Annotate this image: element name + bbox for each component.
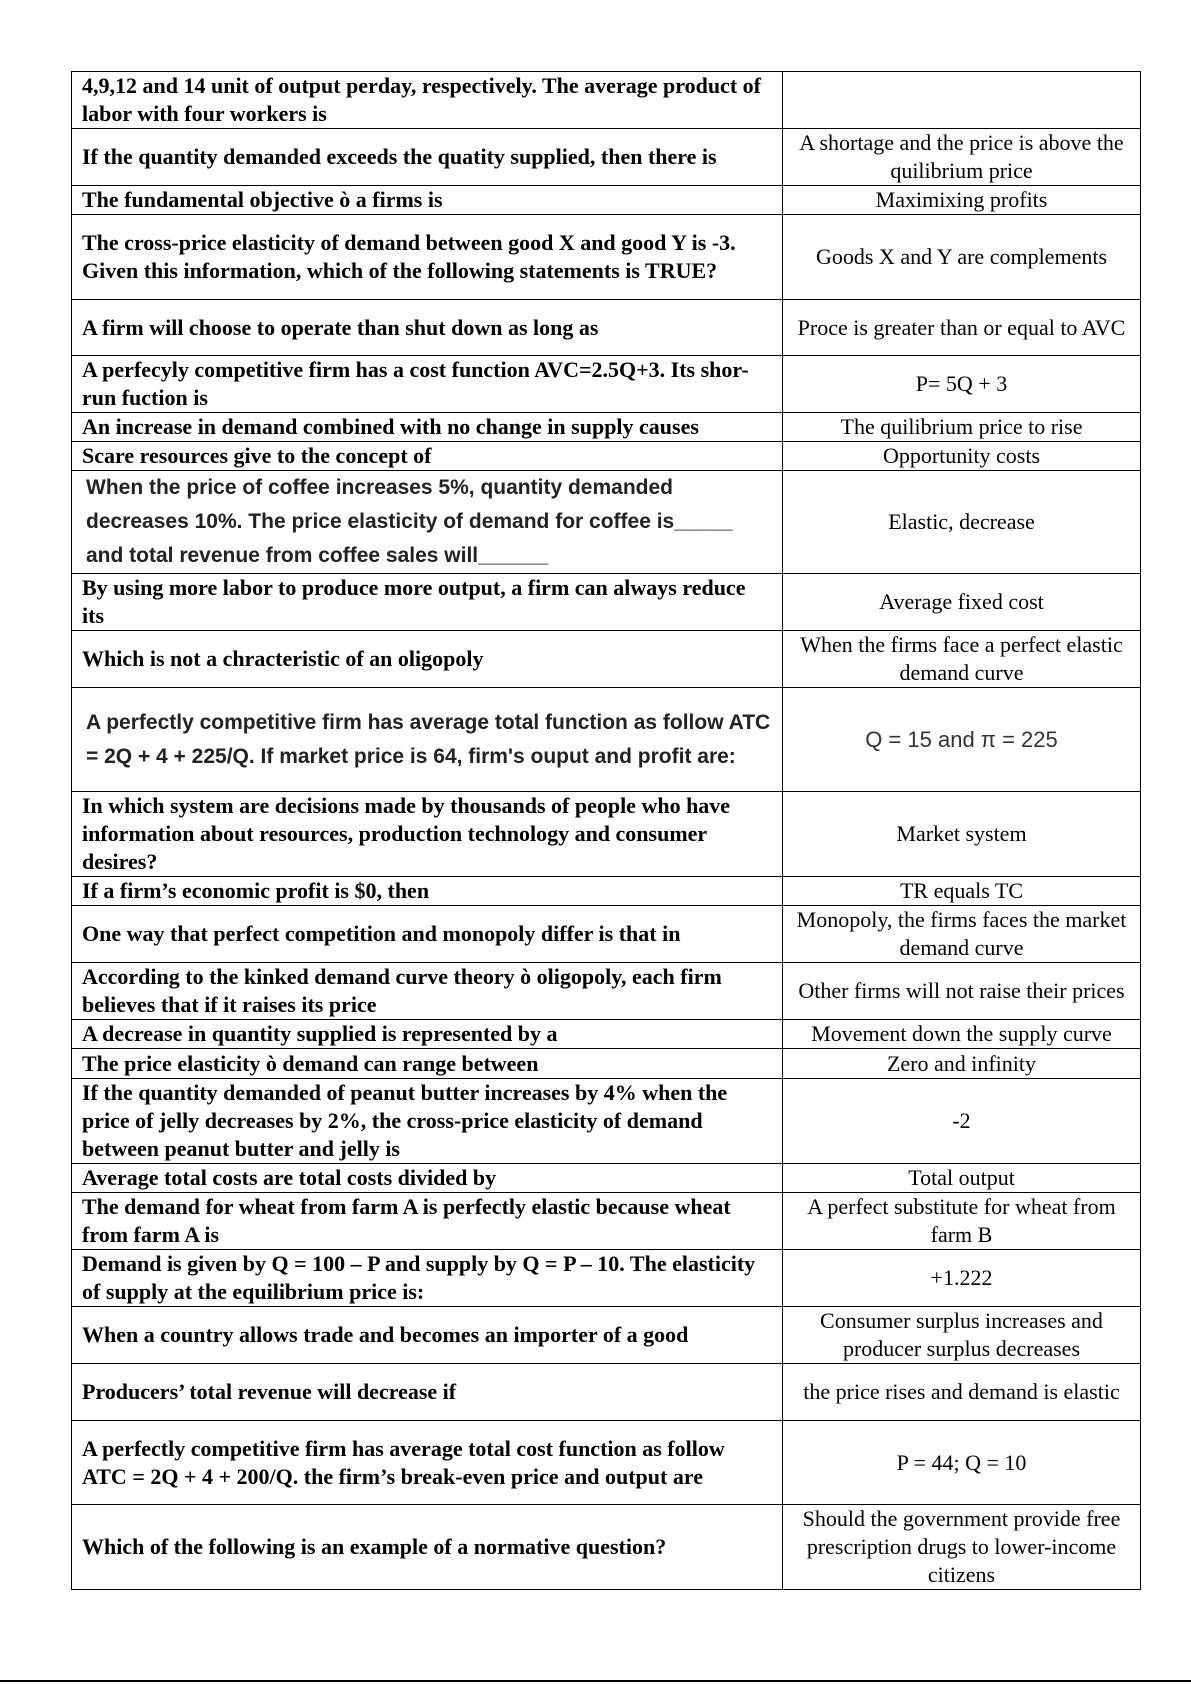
question-cell: The cross-price elasticity of demand between good X and good Y is -3. Given this information, which of the following statements is TRUE?: [72, 215, 783, 300]
table-row: [72, 1307, 1141, 1364]
answer-cell: A shortage and the price is above the quilibrium price: [783, 129, 1141, 186]
answer-cell: Movement down the supply curve: [783, 1020, 1141, 1049]
answer-cell: Monopoly, the firms faces the market demand curve: [783, 906, 1141, 963]
question-cell: The fundamental objective ò a firms is: [72, 186, 783, 215]
question-cell: Producers’ total revenue will decrease if: [72, 1364, 783, 1421]
question-cell: One way that perfect competition and monopoly differ is that in: [72, 906, 783, 963]
answer-cell: Market system: [783, 792, 1141, 877]
question-cell: If a firm’s economic profit is $0, then: [72, 877, 783, 906]
answer-cell: Q = 15 and π = 225: [783, 688, 1141, 792]
table-row: [72, 1250, 1141, 1307]
answer-cell: Proce is greater than or equal to AVC: [783, 300, 1141, 356]
answer-cell: Zero and infinity: [783, 1049, 1141, 1079]
table-row: [72, 1049, 1141, 1079]
table-row: [72, 356, 1141, 413]
question-cell: In which system are decisions made by thousands of people who have information about resources, production technology and consumer desires?: [72, 792, 783, 877]
table-row: [72, 574, 1141, 631]
table-row: [72, 1364, 1141, 1421]
table-row: [72, 906, 1141, 963]
answer-cell: Goods X and Y are complements: [783, 215, 1141, 300]
answer-cell: Total output: [783, 1164, 1141, 1193]
table-row: [72, 792, 1141, 877]
table-row: [72, 1421, 1141, 1505]
table-row: [72, 186, 1141, 215]
question-cell: A firm will choose to operate than shut down as long as: [72, 300, 783, 356]
question-cell: A perfectly competitive firm has average total function as follow ATC = 2Q + 4 + 225/Q. If market price is 64, firm's ouput and profit are:: [72, 688, 783, 792]
table-row: [72, 631, 1141, 688]
answer-cell: P= 5Q + 3: [783, 356, 1141, 413]
question-cell: A perfectly competitive firm has average total cost function as follow ATC = 2Q + 4 + 200/Q. the firm’s break-even price and output are: [72, 1421, 783, 1505]
question-cell: Demand is given by Q = 100 – P and supply by Q = P – 10. The elasticity of supply at the equilibrium price is:: [72, 1250, 783, 1307]
answer-cell: TR equals TC: [783, 877, 1141, 906]
question-cell: Average total costs are total costs divided by: [72, 1164, 783, 1193]
table-row: [72, 877, 1141, 906]
qa-table: [71, 71, 1141, 1590]
answer-cell: +1.222: [783, 1250, 1141, 1307]
answer-cell: [783, 72, 1141, 129]
table-row: [72, 1505, 1141, 1590]
question-cell: An increase in demand combined with no change in supply causes: [72, 413, 783, 442]
answer-cell: Average fixed cost: [783, 574, 1141, 631]
question-cell: Scare resources give to the concept of: [72, 442, 783, 471]
answer-cell: Other firms will not raise their prices: [783, 963, 1141, 1020]
table-row: [72, 471, 1141, 574]
table-row: [72, 963, 1141, 1020]
question-cell: If the quantity demanded exceeds the quatity supplied, then there is: [72, 129, 783, 186]
question-cell: When the price of coffee increases 5%, quantity demanded decreases 10%. The price elasticity of demand for coffee is_____ and total revenue from coffee sales will______: [72, 471, 783, 574]
answer-cell: A perfect substitute for wheat from farm B: [783, 1193, 1141, 1250]
answer-cell: the price rises and demand is elastic: [783, 1364, 1141, 1421]
question-cell: Which of the following is an example of a normative question?: [72, 1505, 783, 1590]
table-row: [72, 688, 1141, 792]
answer-cell: Consumer surplus increases and producer surplus decreases: [783, 1307, 1141, 1364]
bottom-divider: [0, 1680, 1191, 1682]
table-row: [72, 1020, 1141, 1049]
table-row: [72, 413, 1141, 442]
question-cell: If the quantity demanded of peanut butter increases by 4% when the price of jelly decreases by 2%, the cross-price elasticity of demand between peanut butter and jelly is: [72, 1079, 783, 1164]
table-row: [72, 215, 1141, 300]
answer-cell: -2: [783, 1079, 1141, 1164]
answer-cell: P = 44; Q = 10: [783, 1421, 1141, 1505]
table-row: [72, 300, 1141, 356]
question-cell: By using more labor to produce more output, a firm can always reduce its: [72, 574, 783, 631]
question-cell: 4,9,12 and 14 unit of output perday, respectively. The average product of labor with four workers is: [72, 72, 783, 129]
table-row: [72, 442, 1141, 471]
answer-cell: When the firms face a perfect elastic demand curve: [783, 631, 1141, 688]
table-row: [72, 72, 1141, 129]
question-cell: The demand for wheat from farm A is perfectly elastic because wheat from farm A is: [72, 1193, 783, 1250]
question-cell: According to the kinked demand curve theory ò oligopoly, each firm believes that if it raises its price: [72, 963, 783, 1020]
question-cell: When a country allows trade and becomes an importer of a good: [72, 1307, 783, 1364]
table-row: [72, 1079, 1141, 1164]
answer-cell: Elastic, decrease: [783, 471, 1141, 574]
answer-cell: Should the government provide free prescription drugs to lower-income citizens: [783, 1505, 1141, 1590]
answer-cell: Maximixing profits: [783, 186, 1141, 215]
answer-cell: Opportunity costs: [783, 442, 1141, 471]
table-row: [72, 1164, 1141, 1193]
table-row: [72, 129, 1141, 186]
table-row: [72, 1193, 1141, 1250]
question-cell: The price elasticity ò demand can range between: [72, 1049, 783, 1079]
question-cell: Which is not a chracteristic of an oligopoly: [72, 631, 783, 688]
answer-cell: The quilibrium price to rise: [783, 413, 1141, 442]
question-cell: A perfecyly competitive firm has a cost function AVC=2.5Q+3. Its shor-run fuction is: [72, 356, 783, 413]
question-cell: A decrease in quantity supplied is represented by a: [72, 1020, 783, 1049]
